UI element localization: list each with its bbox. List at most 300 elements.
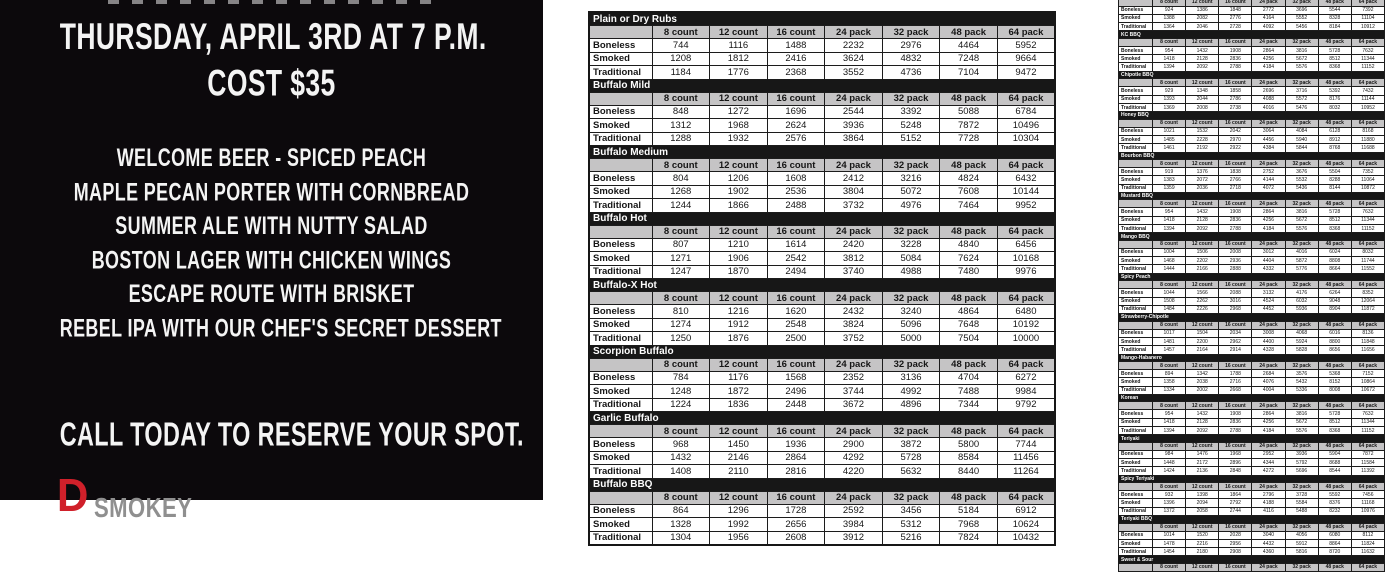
price-cell: 11104 (1351, 14, 1384, 22)
wing-type-label: Traditional (589, 265, 652, 279)
column-header-cell: 48 pack (940, 225, 998, 238)
price-cell: 11872 (1351, 305, 1384, 313)
flavor-section-title: Mango-Habanero (1119, 354, 1385, 362)
column-header-cell: 16 count (1219, 38, 1252, 46)
price-cell: 10000 (997, 332, 1055, 346)
price-cell: 6128 (1318, 127, 1351, 135)
price-cell: 924 (1153, 6, 1186, 14)
price-cell: 1448 (1153, 459, 1186, 467)
column-header-cell: 24 pack (1252, 483, 1285, 491)
column-header-row (589, 26, 1055, 39)
price-cell: 5672 (1285, 55, 1318, 63)
column-header-cell: 8 count (652, 491, 710, 504)
column-header-cell: 48 pack (940, 292, 998, 305)
wing-type-label: Smoked (589, 119, 652, 133)
flavor-section-row (589, 12, 1055, 26)
wing-type-label: Traditional (589, 66, 652, 80)
wing-type-label: Smoked (1119, 418, 1153, 426)
price-cell: 1696 (767, 105, 825, 119)
price-cell: 7464 (940, 199, 998, 213)
header-spacer-cell (1119, 281, 1153, 289)
wing-type-label: Boneless (589, 504, 652, 518)
price-cell: 1432 (1186, 46, 1219, 54)
price-cell: 2088 (1219, 289, 1252, 297)
price-cell: 1304 (652, 531, 710, 545)
column-header-cell: 32 pack (1285, 119, 1318, 127)
price-cell: 5904 (1318, 450, 1351, 458)
column-header-cell: 64 pack (997, 358, 1055, 371)
price-cell: 12064 (1351, 297, 1384, 305)
column-header-cell: 32 pack (882, 292, 940, 305)
price-cell: 4736 (882, 66, 940, 80)
price-cell: 10912 (1351, 23, 1384, 31)
flavor-section-row (1119, 233, 1385, 241)
price-cell: 3864 (825, 132, 883, 146)
price-cell: 11824 (1351, 539, 1384, 547)
price-cell: 1908 (1219, 46, 1252, 54)
flavor-section-row (589, 412, 1055, 425)
column-header-cell: 32 pack (1285, 321, 1318, 329)
price-cell: 4328 (1252, 346, 1285, 354)
price-cell: 1369 (1153, 103, 1186, 111)
price-cell: 1386 (1186, 6, 1219, 14)
price-row (1119, 378, 1385, 386)
price-cell: 2684 (1252, 370, 1285, 378)
price-cell: 2420 (825, 238, 883, 252)
column-header-cell: 16 count (1219, 79, 1252, 87)
price-cell: 1004 (1153, 248, 1186, 256)
price-cell: 2952 (1252, 450, 1285, 458)
price-cell: 2836 (1219, 418, 1252, 426)
price-cell: 3816 (1285, 410, 1318, 418)
price-row (1119, 305, 1385, 313)
column-header-cell: 12 count (710, 358, 768, 371)
price-cell: 10168 (997, 252, 1055, 266)
price-cell: 4272 (1252, 467, 1285, 475)
price-cell: 4068 (1285, 329, 1318, 337)
price-cell: 1348 (1186, 87, 1219, 95)
wing-type-label: Smoked (1119, 499, 1153, 507)
price-cell: 2352 (825, 371, 883, 385)
price-cell: 1250 (652, 332, 710, 346)
price-cell: 2968 (1219, 305, 1252, 313)
price-cell: 8656 (1318, 346, 1351, 354)
column-header-cell: 32 pack (1285, 0, 1318, 6)
price-cell: 4976 (882, 199, 940, 213)
price-cell: 3136 (882, 371, 940, 385)
price-cell: 4256 (1252, 418, 1285, 426)
column-header-row (1119, 563, 1385, 571)
price-cell: 4144 (1252, 176, 1285, 184)
price-row (1119, 499, 1385, 507)
price-cell: 1908 (1219, 410, 1252, 418)
price-cell: 4456 (1252, 135, 1285, 143)
wing-type-label: Boneless (1119, 450, 1153, 458)
header-spacer-cell (589, 26, 652, 39)
price-cell: 5828 (1285, 346, 1318, 354)
column-header-row (589, 358, 1055, 371)
price-cell: 7632 (1351, 208, 1384, 216)
column-header-cell: 16 count (767, 358, 825, 371)
column-header-row (1119, 362, 1385, 370)
column-header-cell: 64 pack (1351, 362, 1384, 370)
price-cell: 4864 (940, 305, 998, 319)
price-cell: 7504 (940, 332, 998, 346)
price-cell: 1504 (1186, 329, 1219, 337)
price-cell: 1017 (1153, 329, 1186, 337)
price-row (1119, 208, 1385, 216)
column-header-cell: 12 count (1186, 321, 1219, 329)
price-cell: 1520 (1186, 531, 1219, 539)
column-header-cell: 16 count (1219, 563, 1252, 571)
price-cell: 7632 (1351, 410, 1384, 418)
column-header-cell: 48 pack (1318, 523, 1351, 531)
column-header-cell: 32 pack (882, 425, 940, 438)
column-header-cell: 48 pack (1318, 119, 1351, 127)
price-cell: 11344 (1351, 55, 1384, 63)
wing-type-label: Traditional (1119, 548, 1153, 556)
price-cell: 11552 (1351, 265, 1384, 273)
price-cell: 2864 (1252, 46, 1285, 54)
price-cell: 3936 (1285, 450, 1318, 458)
price-cell: 8368 (1318, 427, 1351, 435)
wing-type-label: Traditional (1119, 305, 1153, 313)
wing-type-label: Boneless (1119, 46, 1153, 54)
column-header-cell: 32 pack (882, 26, 940, 39)
price-row (589, 199, 1055, 213)
column-header-cell: 64 pack (1351, 321, 1384, 329)
price-cell: 3012 (1252, 248, 1285, 256)
column-header-cell: 64 pack (997, 292, 1055, 305)
price-row (1119, 135, 1385, 143)
price-cell: 784 (652, 371, 710, 385)
column-header-cell: 64 pack (1351, 160, 1384, 168)
column-header-cell: 8 count (1153, 362, 1186, 370)
price-table-main-container (588, 11, 1056, 544)
wing-type-label: Smoked (1119, 55, 1153, 63)
price-cell: 5728 (1318, 410, 1351, 418)
price-row (589, 252, 1055, 266)
price-cell: 1812 (710, 52, 768, 66)
menu-line: ESCAPE ROUTE WITH BRISKET (128, 279, 415, 308)
column-header-cell: 64 pack (997, 425, 1055, 438)
price-cell: 1372 (1153, 507, 1186, 515)
price-row (1119, 127, 1385, 135)
price-cell: 5584 (1285, 499, 1318, 507)
price-cell: 2082 (1186, 14, 1219, 22)
price-row (1119, 14, 1385, 22)
price-cell: 984 (1153, 450, 1186, 458)
price-cell: 11064 (1351, 176, 1384, 184)
column-header-cell: 32 pack (1285, 402, 1318, 410)
price-cell: 744 (652, 39, 710, 53)
price-cell: 3240 (882, 305, 940, 319)
price-cell: 10976 (1351, 507, 1384, 515)
wing-type-label: Boneless (1119, 491, 1153, 499)
price-cell: 3008 (1252, 329, 1285, 337)
price-cell: 2864 (1252, 208, 1285, 216)
column-header-cell: 8 count (1153, 200, 1186, 208)
price-cell: 1394 (1153, 225, 1186, 233)
wing-type-label: Smoked (1119, 337, 1153, 345)
column-header-cell: 64 pack (1351, 38, 1384, 46)
price-cell: 1870 (710, 265, 768, 279)
flyer-headline (59, 14, 487, 106)
price-cell: 1244 (652, 199, 710, 213)
flavor-section-row (1119, 435, 1385, 443)
flavor-section-title: Buffalo BBQ (589, 478, 1055, 491)
column-header-cell: 8 count (652, 358, 710, 371)
wing-type-label: Boneless (589, 238, 652, 252)
header-spacer-cell (589, 159, 652, 172)
column-header-cell: 64 pack (1351, 442, 1384, 450)
column-header-cell: 16 count (767, 225, 825, 238)
wing-type-label: Smoked (1119, 135, 1153, 143)
price-cell: 2896 (1219, 459, 1252, 467)
wing-type-label: Smoked (1119, 176, 1153, 184)
column-header-cell: 32 pack (1285, 442, 1318, 450)
column-header-cell: 48 pack (1318, 563, 1351, 571)
price-cell: 5872 (1285, 257, 1318, 265)
flavor-section-row (589, 478, 1055, 491)
price-cell: 6456 (997, 238, 1055, 252)
menu-line: MAPLE PECAN PORTER WITH CORNBREAD (73, 177, 470, 206)
price-cell: 7352 (1351, 168, 1384, 176)
column-header-cell: 48 pack (940, 92, 998, 105)
price-cell: 5632 (882, 465, 940, 479)
price-cell: 2092 (1186, 427, 1219, 435)
column-header-cell: 12 count (1186, 79, 1219, 87)
price-cell: 2028 (1219, 531, 1252, 539)
header-spacer-cell (1119, 362, 1153, 370)
header-spacer-cell (589, 292, 652, 305)
column-header-cell: 8 count (652, 225, 710, 238)
column-header-cell: 12 count (1186, 402, 1219, 410)
price-cell: 954 (1153, 46, 1186, 54)
price-row (1119, 329, 1385, 337)
price-cell: 1608 (767, 172, 825, 186)
column-header-cell: 16 count (1219, 523, 1252, 531)
price-row (1119, 95, 1385, 103)
price-cell: 1906 (710, 252, 768, 266)
column-header-row (1119, 160, 1385, 168)
flavor-section-title: Chipotle BBQ (1119, 71, 1385, 79)
price-cell: 5696 (1285, 467, 1318, 475)
price-cell: 3732 (825, 199, 883, 213)
column-header-cell: 16 count (1219, 119, 1252, 127)
price-cell: 3132 (1252, 289, 1285, 297)
price-row (589, 438, 1055, 452)
price-cell: 2094 (1186, 499, 1219, 507)
wing-type-label: Boneless (589, 438, 652, 452)
price-row (589, 132, 1055, 146)
price-cell: 2656 (767, 518, 825, 532)
wing-type-label: Boneless (1119, 87, 1153, 95)
header-spacer-cell (589, 425, 652, 438)
price-row (589, 318, 1055, 332)
price-cell: 9976 (997, 265, 1055, 279)
price-cell: 6032 (1285, 297, 1318, 305)
header-spacer-cell (1119, 483, 1153, 491)
column-header-cell: 32 pack (1285, 563, 1318, 571)
price-cell: 2836 (1219, 55, 1252, 63)
wing-type-label: Smoked (1119, 459, 1153, 467)
wing-type-label: Traditional (1119, 103, 1153, 111)
price-cell: 3744 (825, 385, 883, 399)
column-header-cell: 48 pack (1318, 38, 1351, 46)
column-header-cell: 48 pack (1318, 79, 1351, 87)
price-row (1119, 539, 1385, 547)
flavor-section-row (1119, 71, 1385, 79)
price-cell: 5844 (1285, 144, 1318, 152)
price-cell: 7872 (940, 119, 998, 133)
price-cell: 1376 (1186, 168, 1219, 176)
column-header-cell: 8 count (1153, 563, 1186, 571)
price-cell: 2416 (767, 52, 825, 66)
column-header-cell: 24 pack (825, 358, 883, 371)
price-cell: 7624 (940, 252, 998, 266)
wing-type-label: Smoked (1119, 257, 1153, 265)
price-row (589, 385, 1055, 399)
header-spacer-cell (1119, 119, 1153, 127)
column-header-row (1119, 523, 1385, 531)
price-cell: 1206 (710, 172, 768, 186)
wing-type-label: Traditional (1119, 346, 1153, 354)
price-cell: 968 (652, 438, 710, 452)
price-cell: 1866 (710, 199, 768, 213)
price-cell: 1208 (652, 52, 710, 66)
price-cell: 1728 (767, 504, 825, 518)
price-cell: 1418 (1153, 216, 1186, 224)
price-cell: 2128 (1186, 418, 1219, 426)
price-cell: 3016 (1219, 297, 1252, 305)
price-cell: 3216 (882, 172, 940, 186)
price-cell: 7248 (940, 52, 998, 66)
brand-logo (56, 469, 210, 524)
menu-line: REBEL IPA WITH OUR CHEF'S SECRET DESSERT (59, 313, 502, 342)
price-cell: 2900 (825, 438, 883, 452)
price-cell: 1328 (652, 518, 710, 532)
column-header-cell: 48 pack (1318, 362, 1351, 370)
flavor-section-title: Teriyaki BBQ (1119, 516, 1385, 524)
column-header-cell: 64 pack (997, 225, 1055, 238)
flavor-section-row (589, 279, 1055, 292)
column-header-cell: 24 pack (1252, 160, 1285, 168)
flavor-section-title: Buffalo-X Hot (589, 279, 1055, 292)
price-cell: 7744 (997, 438, 1055, 452)
price-cell: 6024 (1318, 248, 1351, 256)
price-cell: 1872 (710, 385, 768, 399)
column-header-cell: 24 pack (1252, 402, 1285, 410)
price-cell: 11264 (997, 465, 1055, 479)
column-header-cell: 16 count (1219, 483, 1252, 491)
price-cell: 2976 (882, 39, 940, 53)
price-cell: 5792 (1285, 459, 1318, 467)
price-cell: 864 (652, 504, 710, 518)
flavor-section-title: Plain or Dry Rubs (589, 12, 1055, 26)
column-header-cell: 12 count (1186, 240, 1219, 248)
menu-line: BOSTON LAGER WITH CHICKEN WINGS (91, 245, 452, 274)
price-cell: 3936 (825, 119, 883, 133)
price-cell: 894 (1153, 370, 1186, 378)
price-cell: 919 (1153, 168, 1186, 176)
column-header-cell: 24 pack (1252, 563, 1285, 571)
price-row (589, 185, 1055, 199)
header-spacer-cell (1119, 523, 1153, 531)
column-header-cell: 48 pack (940, 358, 998, 371)
wing-type-label: Traditional (589, 531, 652, 545)
header-spacer-cell (1119, 160, 1153, 168)
header-spacer-cell (1119, 402, 1153, 410)
wing-type-label: Boneless (1119, 248, 1153, 256)
column-header-cell: 48 pack (1318, 160, 1351, 168)
menu-line: SUMMER ALE WITH NUTTY SALAD (115, 211, 428, 240)
price-cell: 4076 (1252, 378, 1285, 386)
flavor-section-row (589, 345, 1055, 358)
price-cell: 9664 (997, 52, 1055, 66)
price-cell: 7968 (940, 518, 998, 532)
price-row (1119, 23, 1385, 31)
flavor-section-title: Honey BBQ (1119, 112, 1385, 120)
price-row (589, 531, 1055, 545)
price-cell: 2092 (1186, 225, 1219, 233)
price-cell: 9048 (1318, 297, 1351, 305)
column-header-cell: 48 pack (1318, 321, 1351, 329)
column-header-cell: 32 pack (882, 159, 940, 172)
flavor-section-row (1119, 273, 1385, 281)
brand-logo-text: SMOKEY (94, 492, 193, 524)
column-header-cell: 8 count (652, 292, 710, 305)
price-cell: 3816 (1285, 46, 1318, 54)
column-header-cell: 64 pack (997, 159, 1055, 172)
column-header-row (1119, 321, 1385, 329)
column-header-cell: 32 pack (1285, 281, 1318, 289)
price-row (1119, 491, 1385, 499)
column-header-cell: 48 pack (1318, 483, 1351, 491)
price-cell: 4432 (1252, 539, 1285, 547)
price-cell: 2544 (825, 105, 883, 119)
price-cell: 1021 (1153, 127, 1186, 135)
price-cell: 8544 (1318, 467, 1351, 475)
price-cell: 11152 (1351, 427, 1384, 435)
price-cell: 8112 (1351, 531, 1384, 539)
price-cell: 2752 (1252, 168, 1285, 176)
price-row (589, 305, 1055, 319)
price-cell: 2412 (825, 172, 883, 186)
price-cell: 5088 (940, 105, 998, 119)
price-cell: 5476 (1285, 103, 1318, 111)
column-header-cell: 24 pack (825, 159, 883, 172)
price-cell: 8584 (940, 451, 998, 465)
price-row (1119, 265, 1385, 273)
price-cell: 5392 (1318, 87, 1351, 95)
price-cell: 5336 (1285, 386, 1318, 394)
price-cell: 5368 (1318, 370, 1351, 378)
price-cell: 3728 (1285, 491, 1318, 499)
price-cell: 2008 (1186, 103, 1219, 111)
price-cell: 2034 (1219, 329, 1252, 337)
wing-type-label: Traditional (1119, 23, 1153, 31)
price-row (1119, 386, 1385, 394)
price-cell: 2548 (767, 318, 825, 332)
header-spacer-cell (1119, 200, 1153, 208)
price-cell: 2776 (1219, 14, 1252, 22)
column-header-cell: 64 pack (1351, 281, 1384, 289)
column-header-row (1119, 79, 1385, 87)
price-cell: 5152 (882, 132, 940, 146)
price-cell: 1468 (1153, 257, 1186, 265)
price-cell: 10952 (1351, 103, 1384, 111)
